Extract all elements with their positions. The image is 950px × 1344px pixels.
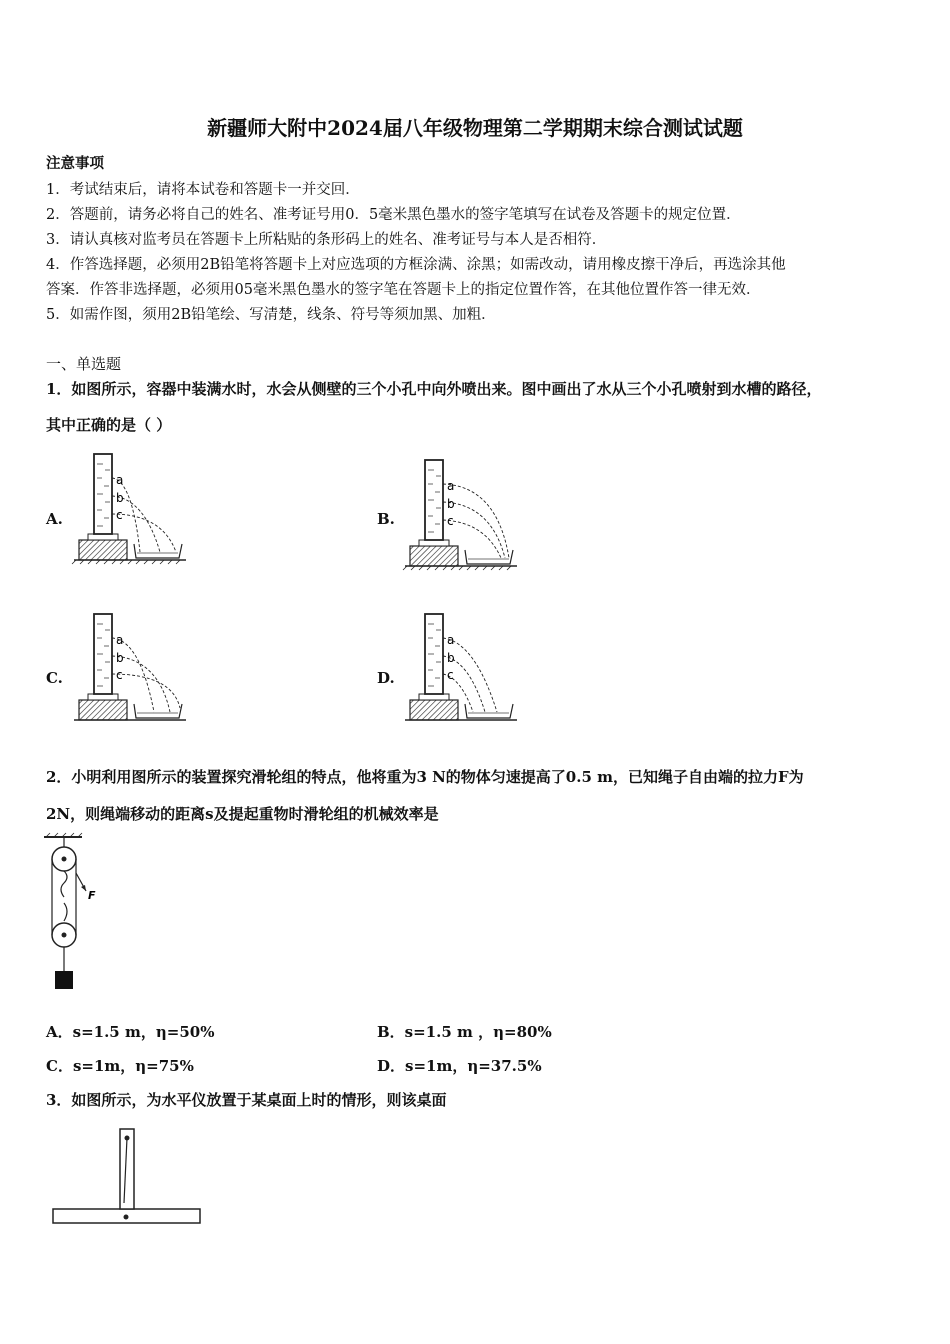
notice-item: 3．请认真核对监考员在答题卡上所粘贴的条形码上的姓名、准考证号与本人是否相符． [46, 232, 607, 248]
hole-label-b: b [447, 651, 455, 665]
question-2-text-cont: 2N，则绳端移动的距离s及提起重物时滑轮组的机械效率是 [46, 805, 439, 823]
option-a-label[interactable]: A. [46, 510, 63, 528]
hole-label-a: a [116, 633, 124, 647]
notice-item: 5．如需作图，须用2B铅笔绘、写清楚，线条、符号等须加黑、加粗． [46, 307, 496, 323]
question-1-text-cont: 其中正确的是（ ） [46, 416, 172, 434]
figure-pulley [40, 833, 110, 993]
hole-label-b: b [447, 497, 455, 511]
figure-level [52, 1126, 204, 1230]
hole-label-b: b [116, 491, 124, 505]
notice-item: 4．作答选择题，必须用2B铅笔将答题卡上对应选项的方框涂满、涂黑；如需改动，请用橡皮擦干净后，再选涂其他 [46, 257, 786, 273]
question-3-text: 3．如图所示，为水平仪放置于某桌面上时的情形，则该桌面 [46, 1091, 447, 1109]
notice-item: 2．答题前，请务必将自己的姓名、准考证号用0．5毫米黑色墨水的签字笔填写在试卷及答题卡的规定位置． [46, 207, 741, 223]
option-b[interactable]: B．s=1.5 m ，η=80% [377, 1023, 552, 1041]
hole-label-c: c [447, 668, 454, 682]
figure-option-d [405, 612, 520, 724]
option-a[interactable]: A．s=1.5 m，η=50% [46, 1023, 215, 1041]
notice-item: 答案．作答非选择题，必须用05毫米黑色墨水的签字笔在答题卡上的指定位置作答，在其他位置作答一律无效． [46, 282, 761, 298]
figure-option-b [405, 458, 520, 570]
question-1-text: 1．如图所示，容器中装满水时，水会从侧壁的三个小孔中向外喷出来。图中画出了水从三个小孔喷射到水槽的路径， [46, 380, 822, 398]
question-2-text: 2．小明利用图所示的装置探究滑轮组的特点，他将重为3 N的物体匀速提高了0.5 m，已知绳子自由端的拉力F为 [46, 768, 804, 786]
hole-label-c: c [116, 668, 123, 682]
notice-item: 1．考试结束后，请将本试卷和答题卡一并交回． [46, 182, 360, 198]
option-d-label[interactable]: D. [377, 669, 395, 687]
hole-label-c: c [116, 508, 123, 522]
section-heading: 一、单选题 [46, 355, 122, 373]
option-b-label[interactable]: B. [377, 510, 395, 528]
notice-heading: 注意事项 [46, 155, 104, 172]
hole-label-a: a [447, 479, 455, 493]
option-c-label[interactable]: C. [46, 669, 63, 687]
hole-label-a: a [447, 633, 455, 647]
hole-label-c: c [447, 514, 454, 528]
option-d[interactable]: D．s=1m，η=37.5% [377, 1057, 542, 1075]
hole-label-a: a [116, 473, 124, 487]
option-c[interactable]: C．s=1m，η=75% [46, 1057, 194, 1075]
figure-option-a [74, 452, 189, 564]
page-title: 新疆师大附中2024届八年级物理第二学期期末综合测试试题 [207, 116, 743, 140]
force-label: F [88, 889, 96, 902]
hole-label-b: b [116, 651, 124, 665]
figure-option-c [74, 612, 189, 724]
